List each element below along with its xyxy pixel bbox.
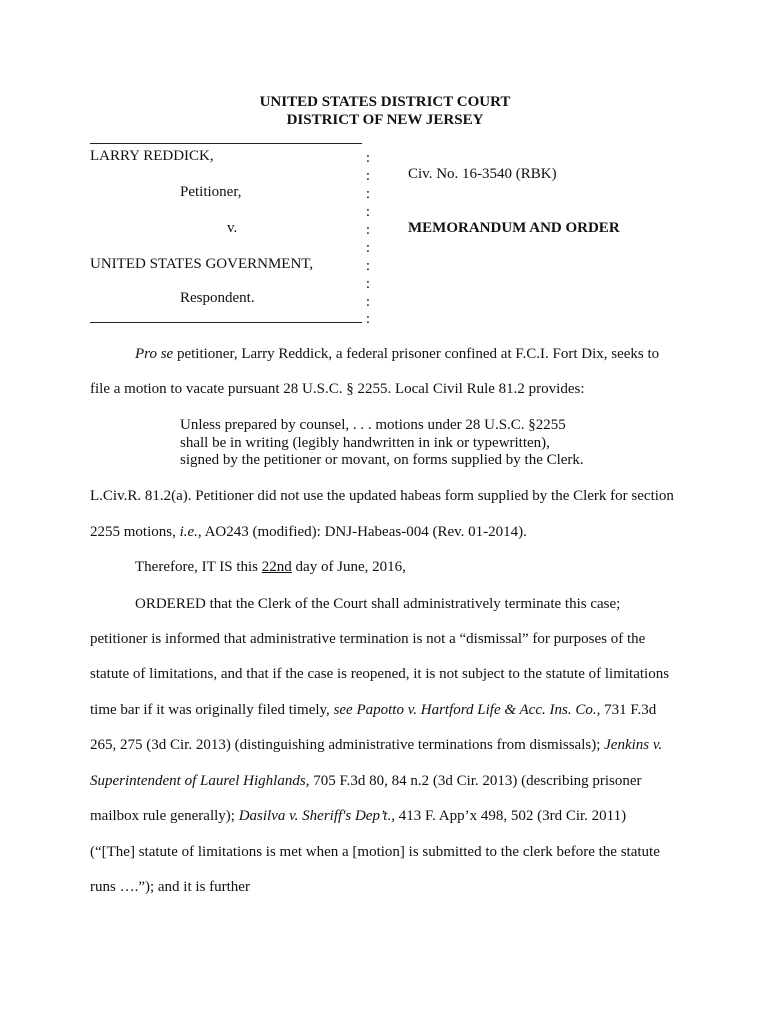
petitioner-name: LARRY REDDICK, (90, 148, 214, 164)
court-district: DISTRICT OF NEW JERSEY (286, 112, 484, 128)
paragraph-line: file a motion to vacate pursuant 28 U.S.C. § 2255. Local Civil Rule 81.2 provides: (90, 381, 585, 397)
court-name: UNITED STATES DISTRICT COURT (259, 94, 511, 110)
paragraph-line: 2255 motions, i.e., AO243 (modified): DNJ-Habeas-004 (Rev. 01-2014). (90, 524, 527, 540)
respondent-role: Respondent. (180, 290, 255, 306)
date-line: Therefore, IT IS this 22nd day of June, 2016, (135, 559, 406, 575)
order-line: (“[The] statute of limitations is met when a [motion] is submitted to the clerk before the statute (90, 844, 660, 860)
caption-colon: : (365, 222, 371, 238)
order-day: 22nd (261, 559, 292, 575)
caption-colon: : (365, 204, 371, 220)
order-line: runs ….”); and it is further (90, 879, 250, 895)
case-citation: see Papotto v. Hartford Life & Acc. Ins. Co. (333, 702, 597, 718)
order-line: Superintendent of Laurel Highlands, 705 F.3d 80, 84 n.2 (3d Cir. 2013) (describing prisoner (90, 773, 642, 789)
block-quote-line: signed by the petitioner or movant, on forms supplied by the Clerk. (180, 452, 584, 468)
order-line: 265, 275 (3d Cir. 2013) (distinguishing administrative terminations from dismissals); Jenkins v. (90, 737, 663, 753)
caption-colon: : (365, 311, 371, 327)
case-citation: Superintendent of Laurel Highlands (90, 773, 306, 789)
paragraph-line: L.Civ.R. 81.2(a). Petitioner did not use the updated habeas form supplied by the Clerk for section (90, 488, 674, 504)
civil-number: Civ. No. 16-3540 (RBK) (408, 166, 557, 182)
order-line: mailbox rule generally); Dasilva v. Sheriff's Dep’t., 413 F. App’x 498, 502 (3rd Cir. 2011) (90, 808, 627, 824)
caption-colon: : (365, 186, 371, 202)
pro-se-term: Pro se (135, 346, 174, 362)
caption-colon: : (365, 276, 371, 292)
respondent-name: UNITED STATES GOVERNMENT, (90, 256, 314, 272)
caption-colon: : (365, 150, 371, 166)
caption-colon: : (365, 168, 371, 184)
case-citation: Jenkins v. (604, 737, 663, 753)
order-line: statute of limitations, and that if the case is reopened, it is not subject to the statute of limitations (90, 666, 670, 682)
caption-bottom-rule (90, 322, 362, 323)
caption-colon: : (365, 294, 371, 310)
document-title: MEMORANDUM AND ORDER (408, 220, 620, 236)
petitioner-role: Petitioner, (180, 184, 242, 200)
block-quote-line: Unless prepared by counsel, . . . motions under 28 U.S.C. §2255 (180, 417, 566, 433)
block-quote-line: shall be in writing (legibly handwritten in ink or typewritten), (180, 435, 550, 451)
order-line: petitioner is informed that administrative termination is not a “dismissal” for purposes of the (90, 631, 646, 647)
caption-colon: : (365, 258, 371, 274)
caption-top-rule (90, 143, 362, 144)
order-line: time bar if it was originally filed timely, see Papotto v. Hartford Life & Acc. Ins. Co., 731 F.3d (90, 702, 657, 718)
case-citation: Dasilva v. Sheriff's Dep’t. (238, 808, 392, 824)
versus: v. (227, 220, 238, 236)
paragraph-line: Pro se petitioner, Larry Reddick, a federal prisoner confined at F.C.I. Fort Dix, seeks to (135, 346, 660, 362)
caption-colon: : (365, 240, 371, 256)
order-line: ORDERED that the Clerk of the Court shall administratively terminate this case; (135, 596, 621, 612)
